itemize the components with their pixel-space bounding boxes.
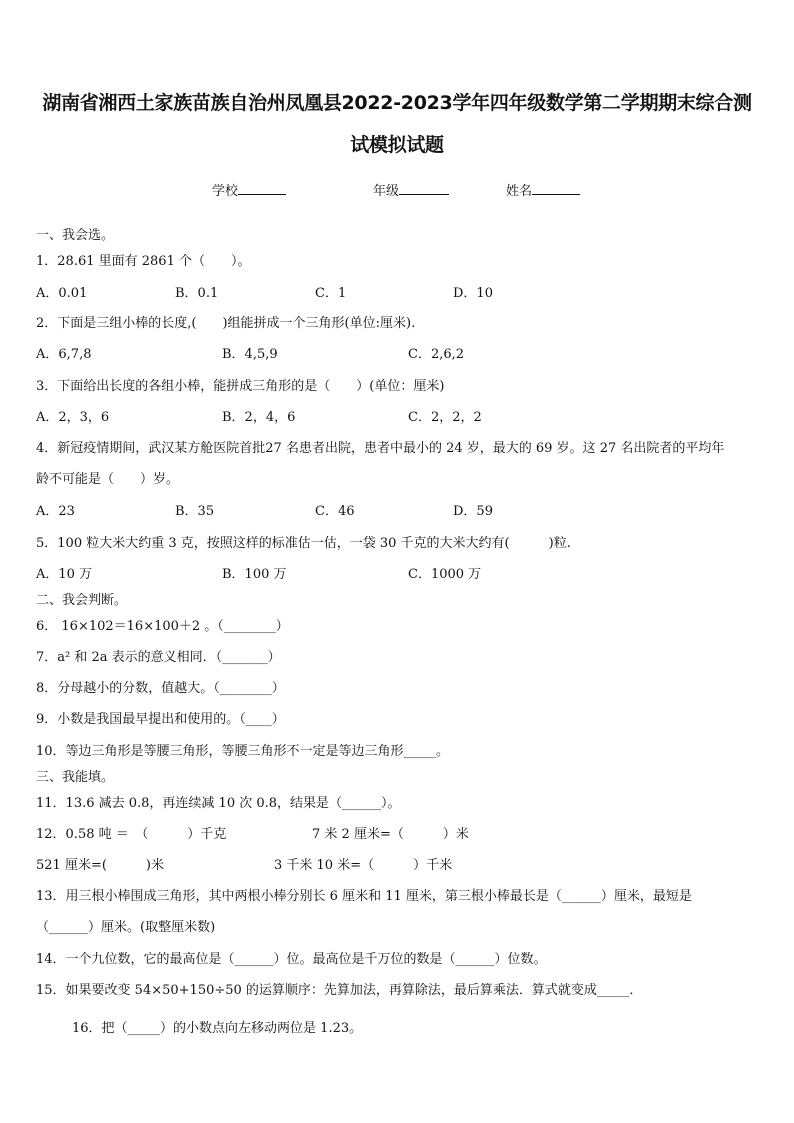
q2-option-a: A．6,7,8 bbox=[36, 347, 92, 362]
section-2-heading: 二、我会判断。 bbox=[36, 593, 128, 608]
question-10: 10．等边三角形是等腰三角形，等腰三角形不一定是等边三角形_____。 bbox=[36, 744, 450, 759]
question-5: 5．100 粒大米大约重 3 克，按照这样的标准估一估，一袋 30 千克的大米大约有( )粒. bbox=[36, 536, 571, 551]
question-6: 6． 16×102＝16×100＋2 。（________） bbox=[36, 619, 289, 634]
question-12-part-b: 7 米 2 厘米=（ ）米 bbox=[312, 827, 469, 842]
q5-option-b: B．100 万 bbox=[222, 567, 287, 582]
question-12-part-a: 12．0.58 吨 ＝ （ ）千克 bbox=[36, 827, 227, 842]
title-line-2: 试模拟试题 bbox=[350, 134, 444, 156]
q3-option-c: C．2，2，2 bbox=[408, 410, 482, 425]
question-16: 16．把（_____）的小数点向左移动两位是 1.23。 bbox=[72, 1021, 363, 1036]
question-4-line-1: 4．新冠疫情期间，武汉某方舱医院首批27 名患者出院，患者中最小的 24 岁，最大的 69 岁。这 27 名出院者的平均年 bbox=[36, 441, 725, 456]
question-8: 8．分母越小的分数，值越大。（________） bbox=[36, 681, 285, 696]
question-4-line-2: 龄不可能是（ ）岁。 bbox=[36, 472, 180, 487]
school-field bbox=[212, 180, 286, 199]
question-14: 14．一个九位数，它的最高位是（______）位。最高位是千万位的数是（______）位数。 bbox=[36, 952, 547, 967]
name-blank[interactable] bbox=[532, 181, 580, 195]
question-11: 11．13.6 减去 0.8，再连续减 10 次 0.8，结果是（______）。 bbox=[36, 796, 401, 811]
q2-option-c: C．2,6,2 bbox=[408, 347, 465, 362]
name-label: 姓名 bbox=[506, 184, 533, 199]
question-9: 9．小数是我国最早提出和使用的。（____） bbox=[36, 712, 285, 727]
grade-blank[interactable] bbox=[399, 181, 449, 195]
grade-field bbox=[373, 180, 449, 199]
question-12-part-d: 3 千米 10 米=（ ）千米 bbox=[274, 858, 453, 873]
q1-option-b: B．0.1 bbox=[175, 286, 219, 301]
question-12-part-c: 521 厘米=( )米 bbox=[36, 858, 164, 873]
q5-option-c: C．1000 万 bbox=[408, 567, 482, 582]
section-3-heading: 三、我能填。 bbox=[36, 770, 115, 785]
question-1: 1．28.61 里面有 2861 个（ ）。 bbox=[36, 254, 251, 269]
school-label: 学校 bbox=[212, 184, 239, 199]
q1-option-a: A．0.01 bbox=[36, 286, 88, 301]
question-13-line-1: 13．用三根小棒围成三角形，其中两根小棒分别长 6 厘米和 11 厘米，第三根小棒最长是（______）厘米，最短是 bbox=[36, 889, 692, 904]
question-13-line-2: （______）厘米。(取整厘米数) bbox=[36, 920, 216, 935]
q1-option-d: D．10 bbox=[453, 286, 493, 301]
title-line-1: 湖南省湘西土家族苗族自治州凤凰县2022-2023学年四年级数学第二学期期末综合测 bbox=[42, 92, 752, 114]
q5-option-a: A．10 万 bbox=[36, 567, 93, 582]
question-3: 3．下面给出长度的各组小棒，能拼成三角形的是（ ）(单位：厘米) bbox=[36, 379, 445, 394]
question-15: 15．如果要改变 54×50+150÷50 的运算顺序：先算加法，再算除法，最后算乘法．算式就变成_____． bbox=[36, 983, 643, 998]
q4-option-c: C．46 bbox=[315, 504, 355, 519]
q3-option-a: A．2，3，6 bbox=[36, 410, 110, 425]
section-1-heading: 一、我会选。 bbox=[36, 228, 115, 243]
name-field bbox=[506, 180, 580, 199]
question-7: 7．a² 和 2a 表示的意义相同．（_______） bbox=[36, 650, 281, 665]
school-blank[interactable] bbox=[238, 181, 286, 195]
q4-option-b: B．35 bbox=[175, 504, 215, 519]
question-2: 2．下面是三组小棒的长度,( )组能拼成一个三角形(单位:厘米). bbox=[36, 316, 416, 331]
q1-option-c: C．1 bbox=[315, 286, 347, 301]
grade-label: 年级 bbox=[373, 184, 400, 199]
q4-option-d: D．59 bbox=[453, 504, 493, 519]
q4-option-a: A．23 bbox=[36, 504, 75, 519]
q3-option-b: B．2，4，6 bbox=[222, 410, 296, 425]
q2-option-b: B．4,5,9 bbox=[222, 347, 278, 362]
